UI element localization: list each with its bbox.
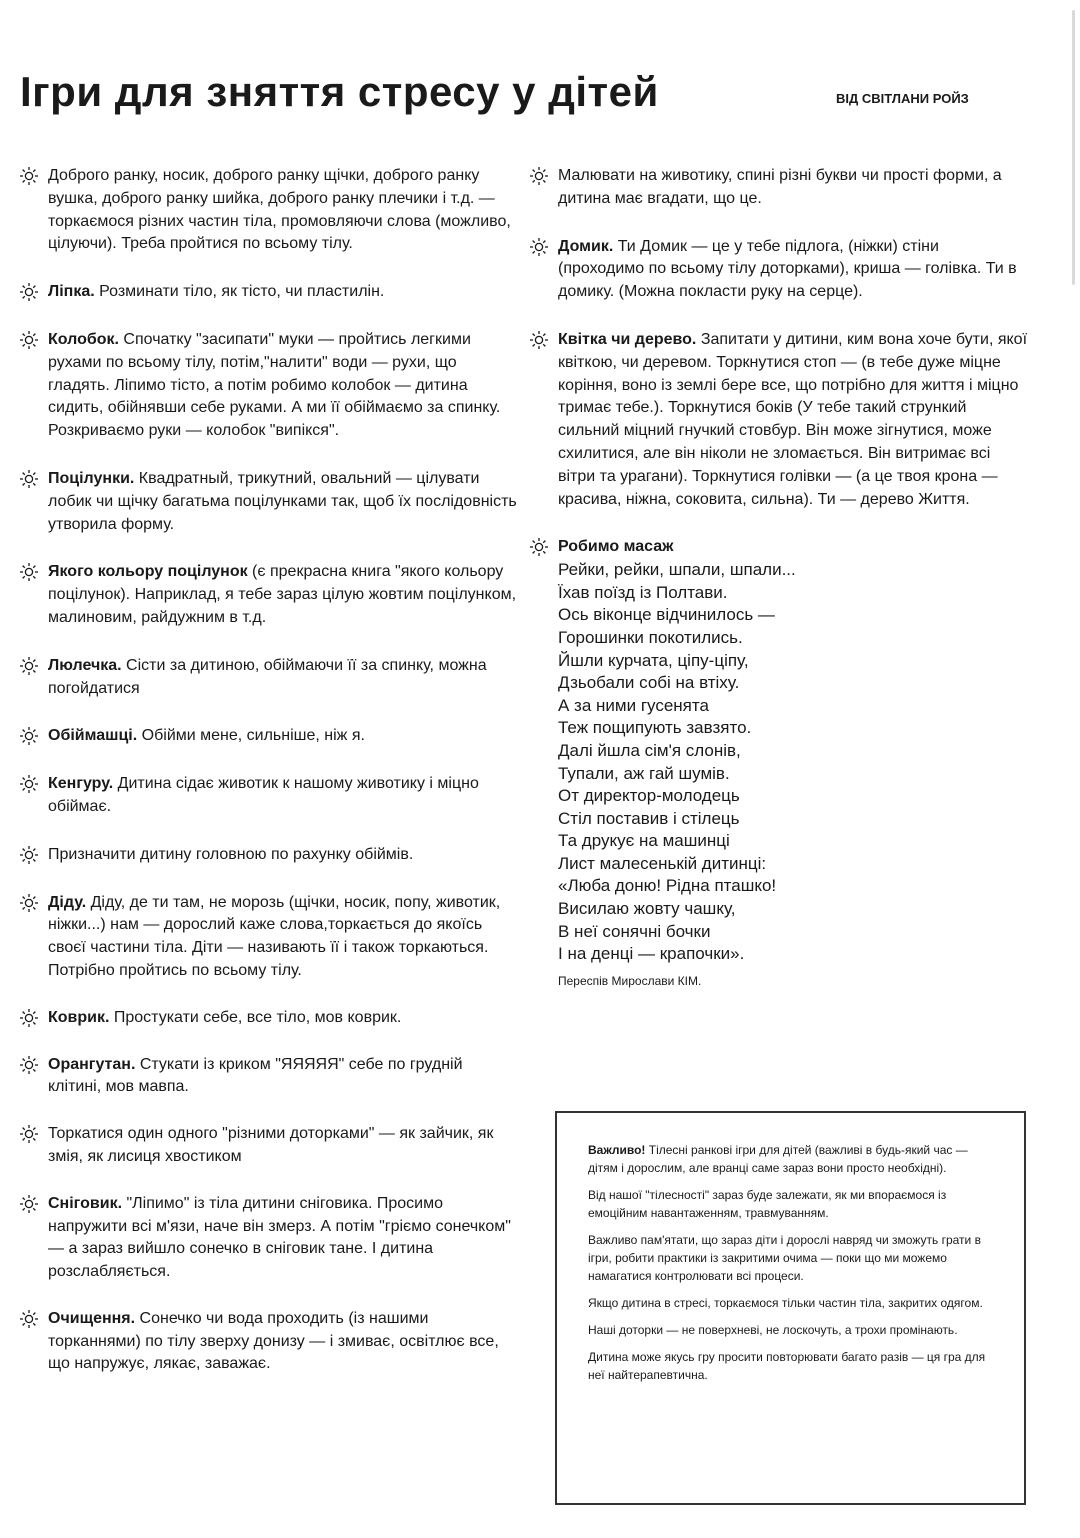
massage-poem [558,559,1028,966]
poem-line: «Люба доню! Рідна пташко! [558,876,777,896]
item-heading: Люлечка. [48,656,122,674]
item-heading: Сніговик. [48,1194,123,1212]
left-column [18,165,518,1376]
item-heading: Коврик. [48,1008,110,1026]
item-heading: Якого кольору поцілунок [48,563,248,581]
poem-line: Стіл поставив і стілець [558,808,740,828]
poem-line: Далі йшла сім'я слонів, [558,740,741,760]
item-text: Обійми мене, сильніше, ніж я. [137,727,365,745]
list-item [18,329,518,443]
note-rest [588,1186,996,1384]
sun-icon [528,329,550,351]
list-item [18,165,518,256]
sun-icon [18,561,40,583]
sun-icon [18,329,40,351]
poem-line: Йшли курчата, ціпу-ціпу, [558,650,749,670]
note-paragraph: Дитина може якусь гру просити повторювати багато разів — ця гра для неї найтерапевтична. [588,1350,986,1382]
sun-icon [18,1123,40,1145]
poem-line: Тупали, аж гай шумів. [558,763,730,783]
sun-icon [528,536,550,558]
item-text: Розминати тіло, як тісто, чи пластилін. [94,283,385,301]
item-heading: Кенгуру. [48,775,114,793]
poem-line: Висилаю жовту чашку, [558,899,736,919]
sun-icon [528,165,550,187]
poem-line: Лист малесенькій дитинці: [558,853,767,873]
poem-line: А за ними гусенята [558,695,709,715]
item-text: Квадратный, трикутний, овальний — цілувати лобик чи щічку багатьма поцілунками так, щоб їх послідовність утворила форму. [48,469,517,533]
item-text: Призначити дитину головною по рахунку обіймів. [48,845,414,863]
list-item [528,165,1028,211]
author-byline: ВІД СВІТЛАНИ РОЙЗ [836,91,969,106]
note-paragraph: Від нашої "тілесності" зараз буде залежати, як ми впораємося із емоційним навантаженням, травмуванням. [588,1188,947,1220]
item-text: Сісти за дитиною, обіймаючи її за спинку, можна погойдатися [48,656,487,697]
list-item [18,892,518,983]
poem-line: Їхав поїзд із Полтави. [558,582,728,602]
poem-line: Горошинки покотились. [558,627,743,647]
sun-icon [18,1308,40,1330]
sun-icon [18,725,40,747]
note-paragraph [588,1141,996,1177]
note-paragraph: Наші доторки — не поверхневі, не лоскочуть, а трохи промінають. [588,1323,958,1337]
item-heading: Колобок. [48,330,119,348]
sun-icon [18,1054,40,1076]
poem-line: Рейки, рейки, шпали, шпали... [558,560,796,580]
page-title: Ігри для зняття стресу у дітей [20,68,659,115]
item-text: Спочатку "засипати" муки — пройтись легкими рухами по всьому тілу, потім,"налити" води — рухи, що гладять. Ліпимо тісто, а потім робимо колобок — дитина сидить, обійнявши себе руками. А ми її обіймаємо за спинку. Розкриваємо руки — колобок "випікся". [48,330,501,440]
sun-icon [18,1193,40,1215]
right-items [528,165,1028,511]
item-heading: Квітка чи дерево. [558,330,697,348]
sun-icon [18,468,40,490]
item-heading: Ліпка. [48,283,95,301]
list-item-massage [528,536,1028,992]
list-item [18,1054,518,1100]
sun-icon [18,281,40,303]
list-item [18,844,518,867]
note-lead: Важливо! [588,1143,646,1157]
item-text: Запитати у дитини, ким вона хоче бути, якої квіткою, чи деревом. Торкнутися стоп — (в тебе дуже міцне коріння, воно із землі бере все, що потрібно для життя і міцно тримає тебе.). Торкнутися боків (У тебе такий стрункий сильний міцний гнучкий стовбур. Він може зігнутися, може схилитися, але він ніколи не зломається. Він витримає всі вітри та урагани). Торкнутися голівки — (а це твоя крона — красива, ніжна, соковита, сильна). Ти — дерево Життя. [558,330,1028,508]
sun-icon [18,165,40,187]
sun-icon [18,655,40,677]
list-item [18,725,518,748]
item-text: Простукати себе, все тіло, мов коврик. [109,1008,402,1026]
list-item [18,655,518,701]
list-item [18,281,518,304]
item-text: Дитина сідає животик к нашому животику і міцно обіймає. [48,775,479,815]
list-item [18,1007,518,1030]
item-text: Стукати із криком "ЯЯЯЯЯ" себе по грудній клітині, мов мавпа. [48,1055,463,1096]
sun-icon [18,892,40,914]
list-item [528,329,1028,511]
sun-icon [18,1007,40,1029]
sun-icon [528,236,550,258]
poem-line: І на денці — крапочки». [558,944,745,964]
list-item [18,1308,518,1376]
sun-icon [18,773,40,795]
sun-icon [18,844,40,866]
item-text: Сонечко чи вода проходить (із нашими торканнями) по тілу зверху донизу — і змиває, освітлює все, що напружує, лякає, заважає. [48,1309,499,1373]
list-item [18,1193,518,1284]
list-item [18,1123,518,1169]
poem-line: Та друкує на машинці [558,831,730,851]
item-text: (є прекрасна книга "якого кольору поцілунок). Наприклад, я тебе зараз цілую жовтим поцілунком, малиновим, райдужним в т.д. [48,563,517,626]
item-text: Ти Домик — це у тебе підлога, (ніжки) стіни (проходимо по всьому тілу доторками), криша — голівка. Ти в домику. (Можна покласти руку на серце). [558,237,1017,301]
poem-credit: Переспів Мирослави КІМ. [558,973,702,988]
item-text: Малювати на животику, спині різні букви чи прості форми, а дитина має вгадати, що це. [558,167,1002,207]
item-heading: Поцілунки. [48,469,135,487]
item-text: "Ліпимо" із тіла дитини сніговика. Просимо напружити всі м'язи, наче він змерз. А потім "гріємо сонечком" — а зараз вийшло сонечко в сніговик тане. І дитина розслабляється. [48,1194,511,1281]
poem-line: От директор-молодець [558,786,740,806]
item-heading: Очищення. [48,1309,136,1327]
important-note-box [555,1111,1026,1505]
list-item [18,773,518,819]
scroll-edge [1072,10,1075,285]
poem-line: Дзьобали собі на втіху. [558,673,740,693]
item-heading: Обіймашці. [48,727,138,745]
list-item [18,468,518,536]
item-heading: Діду. [48,893,87,911]
note-paragraph: Важливо пам'ятати, що зараз діти і дорослі навряд чи зможуть грати в ігри, робити практики із закритими очима — поки що ми можемо намагатися контролювати всі процеси. [588,1233,981,1283]
item-heading: Орангутан. [48,1055,136,1073]
right-column [528,165,1028,993]
note-first-text: Тілесні ранкові ігри для дітей (важливі в будь-який час — дітям і дорослим, але вранці саме зараз вони просто необхідні). [588,1143,968,1175]
list-item [18,561,518,629]
item-heading: Домик. [558,237,614,255]
list-item [528,236,1028,304]
note-paragraph: Якщо дитина в стресі, торкаємося тільки частин тіла, закритих одягом. [588,1296,983,1310]
poem-line: В неї сонячні бочки [558,921,711,941]
item-text: Доброго ранку, носик, доброго ранку щічки, доброго ранку вушка, доброго ранку шийка, доброго ранку плечики і т.д. — торкаємося різних частин тіла, промовляючи слова (можливо, цілуючи). Треба пройтися по всьому тілу. [48,167,511,253]
poem-line: Теж пощипують завзято. [558,718,752,738]
massage-title: Робимо масаж [558,538,674,556]
item-text: Діду, де ти там, не морозь (щічки, носик, попу, животик, ніжки...) нам — дорослий каже слова,торкається до якоїсь своєї частини тіла. Діти — називають її і також торкаються. Потрібно пройтись по всьому тілу. [48,893,501,979]
poem-line: Ось віконце відчинилось — [558,605,775,625]
item-text: Торкатися один одного "різними доторками" — як зайчик, як змія, як лисиця хвостиком [48,1125,494,1165]
